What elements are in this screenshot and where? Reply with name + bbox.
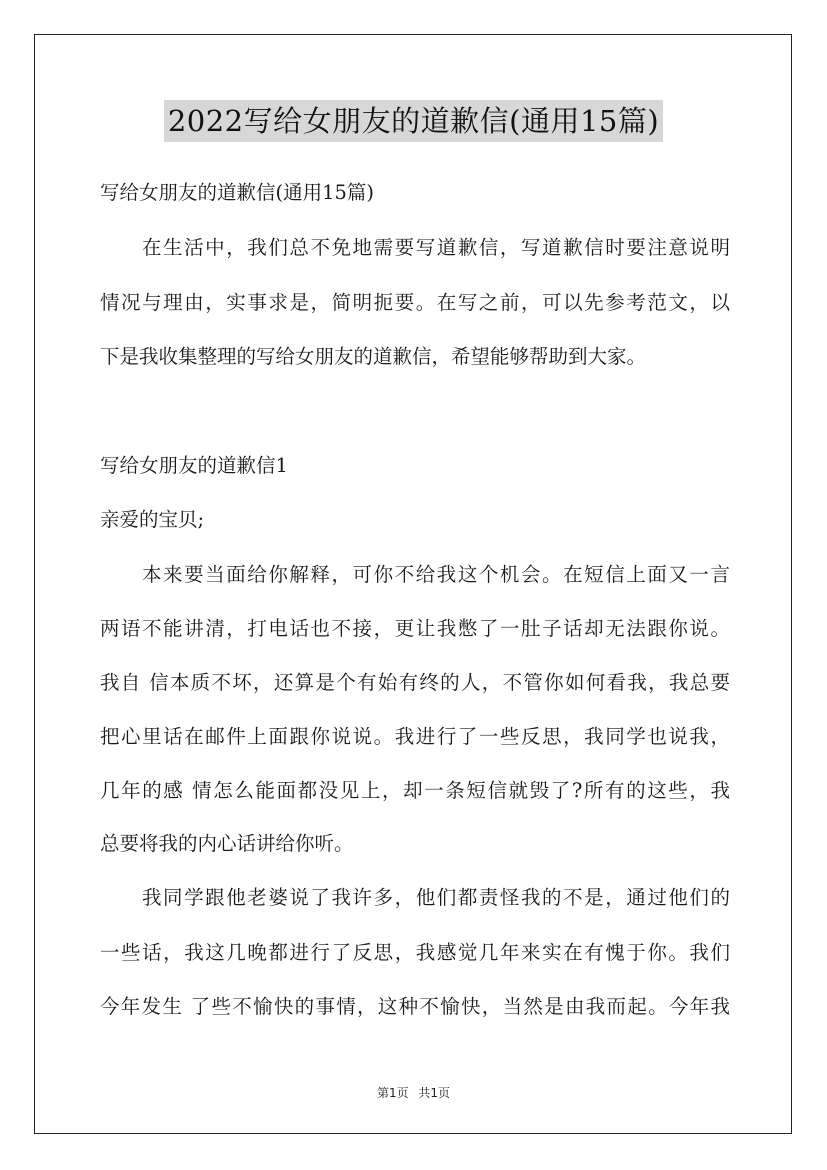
page-number: 第1页 xyxy=(376,1086,409,1100)
document-subtitle: 写给女朋友的道歉信(通用15篇) xyxy=(100,181,375,204)
document-title: 2022写给女朋友的道歉信(通用15篇) xyxy=(164,100,663,142)
para1-line-4: 把心里话在邮件上面跟你说说。我进行了一些反思，我同学也说我， xyxy=(100,725,730,748)
intro-line-3: 下是我收集整理的写给女朋友的道歉信，希望能够帮助到大家。 xyxy=(100,345,647,368)
title-container xyxy=(0,100,827,142)
para2-line-3: 今年发生 了些不愉快的事情，这种不愉快，当然是由我而起。今年我 xyxy=(100,995,730,1018)
para1-line-6: 总要将我的内心话讲给你听。 xyxy=(100,832,354,855)
para2-line-2: 一些话，我这几晚都进行了反思，我感觉几年来实在有愧于你。我们 xyxy=(100,941,730,964)
page-footer xyxy=(0,1084,827,1101)
para2-line-1: 我同学跟他老婆说了我许多，他们都责怪我的不是，通过他们的 xyxy=(142,886,730,909)
para1-line-3: 我自 信本质不坏，还算是个有始有终的人，不管你如何看我，我总要 xyxy=(100,671,730,694)
salutation: 亲爱的宝贝; xyxy=(100,508,205,531)
para1-line-2: 两语不能讲清，打电话也不接，更让我憋了一肚子话却无法跟你说。 xyxy=(100,617,730,640)
intro-line-2: 情况与理由，实事求是，简明扼要。在写之前，可以先参考范文，以 xyxy=(100,291,730,314)
para1-line-1: 本来要当面给你解释，可你不给我这个机会。在短信上面又一言 xyxy=(142,563,730,586)
page-total: 共1页 xyxy=(418,1086,451,1100)
section-heading: 写给女朋友的道歉信1 xyxy=(100,454,288,477)
para1-line-5: 几年的感 情怎么能面都没见上，却一条短信就毁了?所有的这些，我 xyxy=(100,779,730,802)
intro-line-1: 在生活中，我们总不免地需要写道歉信，写道歉信时要注意说明 xyxy=(142,236,730,259)
